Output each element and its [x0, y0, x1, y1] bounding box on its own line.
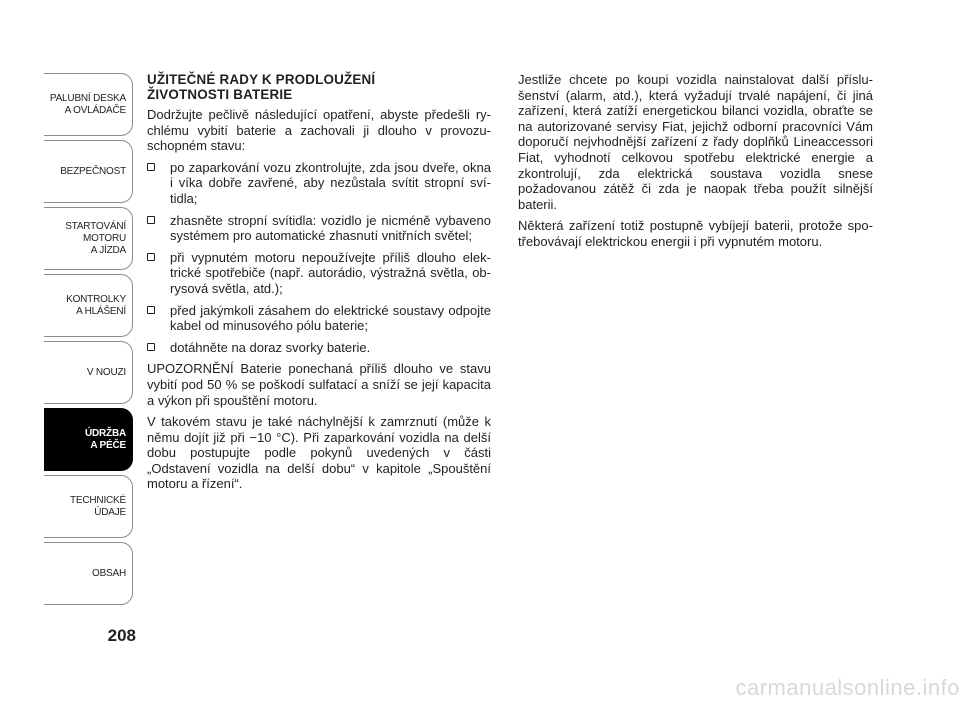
- tab-obsah[interactable]: OBSAH: [44, 542, 133, 605]
- tab-palubni-deska[interactable]: PALUBNÍ DESKA A OVLÁDAČE: [44, 73, 133, 136]
- list-item: dotáhněte na doraz svorky baterie.: [147, 340, 491, 356]
- tips-list: [147, 160, 491, 356]
- tab-technicke-udaje[interactable]: TECHNICKÉ ÚDAJE: [44, 475, 133, 538]
- checkbox-bullet-icon: [147, 163, 155, 171]
- chapter-tabs: [44, 73, 133, 609]
- list-item: po zaparkování vozu zkontrolujte, zda jsou dveře, okna i víka dobře zavřené, aby nezůstala svítit stropní svítidla;: [147, 160, 491, 207]
- watermark: carmanualsonline.info: [735, 675, 960, 700]
- checkbox-bullet-icon: [147, 343, 155, 351]
- tab-udrzba[interactable]: ÚDRŽBA A PÉČE: [44, 408, 133, 471]
- section-heading: UŽITEČNÉ RADY K PRODLOUŽENÍ ŽIVOTNOSTI BATERIE: [147, 72, 376, 102]
- paragraph: V takovém stavu je také náchylnější k zamrznutí (může k němu dojít již při −10 °C). Při zaparkování vozidla na delší dobu postupujte podle pokynů uvedených v části „Odstavení vozidla na delší dobu“ v kapitole „Spouštění motoru a řízení“.: [147, 414, 491, 492]
- intro-paragraph: Dodržujte pečlivě následující opatření, abyste předešli rychlému vybití baterie a zachovali ji dlouho v provozuschopném stavu:: [147, 107, 491, 154]
- tab-v-nouzi[interactable]: V NOUZI: [44, 341, 133, 404]
- tab-startovani[interactable]: STARTOVÁNÍ MOTORU A JÍZDA: [44, 207, 133, 270]
- list-item: zhasněte stropní svítidla: vozidlo je nicméně vybaveno systémem pro automatické zhasnutí vnitřních světel;: [147, 213, 491, 244]
- warning-label: UPOZORNĚNÍ: [147, 361, 234, 377]
- list-item: před jakýmkoli zásahem do elektrické soustavy odpojte kabel od minusového pólu baterie;: [147, 303, 491, 334]
- checkbox-bullet-icon: [147, 306, 155, 314]
- checkbox-bullet-icon: [147, 253, 155, 261]
- page-number: 208: [107, 626, 136, 645]
- warning-paragraph: UPOZORNĚNÍ Baterie ponechaná příliš dlouho ve stavu vybití pod 50 % se poškodí sulfatací a sníží se její kapacita a výkon při spouštění motoru.: [147, 361, 491, 408]
- list-item: při vypnutém motoru nepoužívejte příliš dlouho elektrické spotřebiče (např. autorádio, výstražná světla, obrysová světla, atd.);: [147, 250, 491, 297]
- checkbox-bullet-icon: [147, 216, 155, 224]
- tab-kontrolky[interactable]: KONTROLKY A HLÁŠENÍ: [44, 274, 133, 337]
- paragraph: Některá zařízení totiž postupně vybíjejí baterii, protože spotřebovávají elektrickou energii i při vypnutém motoru.: [518, 218, 873, 249]
- tab-bezpecnost[interactable]: BEZPEČNOST: [44, 140, 133, 203]
- paragraph: Jestliže chcete po koupi vozidla nainstalovat další příslušenství (alarm, atd.), která vyžadují trvalé napájení, či jiná zařízení, která zatíží energetickou bilanci vozidla, obraťte se na autorizované servisy Fiat, jejichž odborní pracovníci Vám doporučí nejvhodnější zařízení z řady doplňků Lineaccessori Fiat, vyhodnotí celkovou spotřebu elektrické energie a zkontrolují, zda elektrická soustava vozidla snese požadovanou zátěž či zda je naopak třeba použít silnější baterii.: [518, 72, 873, 212]
- left-column: [147, 72, 491, 498]
- right-column: [518, 72, 873, 256]
